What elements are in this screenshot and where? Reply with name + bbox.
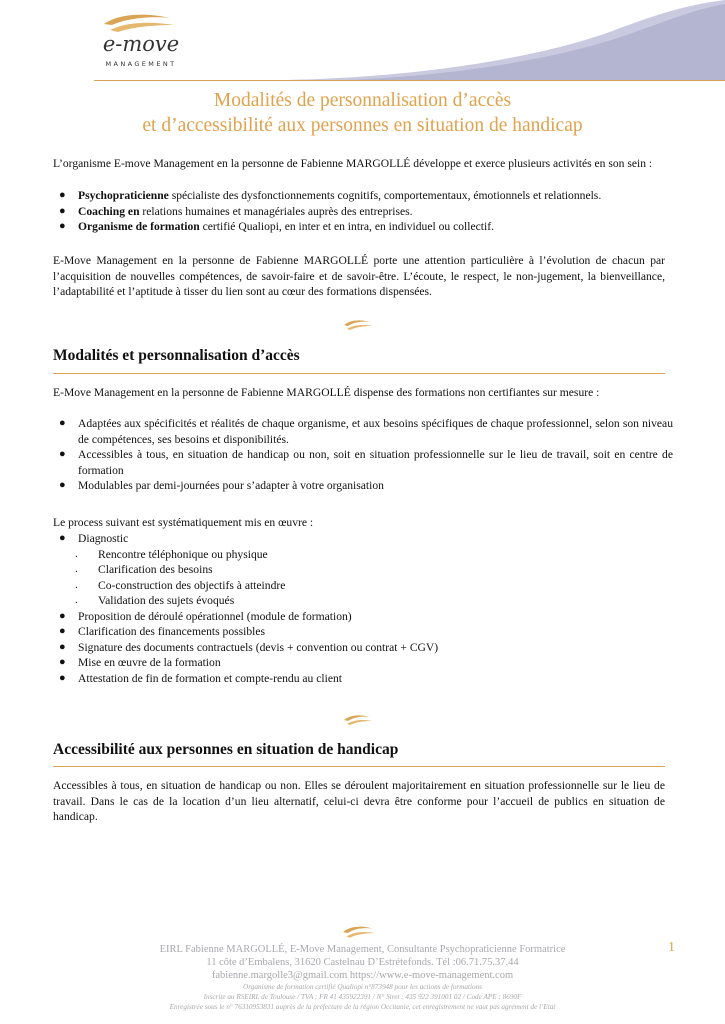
activity-description: relations humaines et managériales auprès des entreprises. (139, 204, 413, 218)
footer-company: EIRL Fabienne MARGOLLÉ, E-Move Management, Consultante Psychopraticienne Formatrice (159, 944, 566, 955)
process-list (53, 531, 673, 686)
bullet-icon: ● (59, 479, 66, 491)
section-divider (53, 766, 665, 767)
list-item (53, 219, 673, 235)
footer-certification: Organisme de formation certifié Qualiopi n°873948 pour les actions de formations (243, 983, 482, 991)
sub-bullet-icon: . (75, 594, 78, 606)
sub-list-item (53, 578, 673, 594)
list-item-text: Modulables par demi-journées pour s’adapter à votre organisation (78, 479, 384, 492)
footer-contact: fabienne.margolle3@gmail.com https://www.e-move-management.com (211, 970, 514, 981)
sub-bullet-icon: . (75, 547, 78, 560)
footer-address: 11 côte d’Embalens, 31620 Castelnau D’Estrétefonds. Tél :06.71.75.37.44 (206, 957, 519, 968)
footer-swirl-icon (340, 924, 378, 940)
list-item-text: Signature des documents contractuels (devis + convention ou contrat + CGV) (78, 640, 439, 654)
list-item (53, 416, 673, 447)
activities-list (53, 188, 673, 235)
accessibility-paragraph: Accessibles à tous, en situation de handicap ou non. Elles se déroulent majoritairement en situation professionnelle sur le lieu de travail. Dans le cas de la location d’un lieu alternatif, celui-ci devra être conforme pour l’accueil de publics en situation de handicap. (53, 779, 665, 823)
page-number: 1 (668, 940, 675, 955)
section-title-accessibility: Accessibilité aux personnes en situation de handicap (53, 741, 399, 758)
logo-wordmark: e-move (102, 32, 180, 56)
footer-prefecture: Enregistrée sous le n° 76310953831 auprès de la préfecture de la région Occitanie, cet enregistrement ne vaut pas agrément de l’Etat (169, 1003, 556, 1011)
process-intro: Le process suivant est systématiquement mis en œuvre : (53, 516, 314, 529)
page-title-line-1: Modalités de personnalisation d’accès (213, 90, 512, 111)
footer-registration: Inscrite au RSEIRL de Toulouse / TVA : FR 41 435922391 / N° Siret : 435 922 391001 02 / Code APE : 8690F (203, 993, 522, 1001)
list-item (53, 531, 673, 609)
section-title-access: Modalités et personnalisation d’accès (53, 347, 300, 364)
diagnostic-sub-list (75, 547, 673, 609)
golden-swirl-icon (342, 713, 374, 727)
activity-title: Psychopraticienne (78, 189, 169, 202)
sub-bullet-icon: . (75, 578, 78, 591)
golden-swirl-icon (342, 318, 374, 332)
sub-list-item (53, 547, 673, 563)
bullet-icon: ● (59, 204, 66, 217)
bullet-icon: ● (59, 625, 66, 637)
list-item-text: Diagnostic (78, 532, 129, 545)
access-intro: E-Move Management en la personne de Fabienne MARGOLLÉ dispense des formations non certifiantes sur mesure : (53, 386, 600, 399)
logo-subtitle: MANAGEMENT (105, 60, 177, 68)
sub-list-item-text: Clarification des besoins (98, 563, 213, 576)
sub-list-item (53, 562, 673, 578)
header-swoosh-decoration (285, 0, 725, 80)
list-item-text: Proposition de déroulé opérationnel (module de formation) (78, 609, 352, 623)
list-item-text: Adaptées aux spécificités et réalités de chaque organisme, et aux besoins spécifiques de chaque professionnel, selon son niveau de compétences, ses besoins et disponibilités. (78, 417, 673, 446)
list-item-text: Clarification des financements possibles (78, 625, 266, 638)
list-item-text: Accessibles à tous, en situation de handicap ou non, soit en situation professionnelle sur le lieu de travail, soit en centre de formation (78, 448, 673, 477)
list-item (53, 204, 673, 220)
bullet-icon: ● (59, 532, 66, 544)
activity-title: Organisme de formation (78, 220, 200, 233)
list-item (53, 478, 673, 494)
bullet-icon: ● (59, 656, 66, 668)
logo (96, 10, 186, 72)
activity-title: Coaching en (78, 204, 140, 218)
bullet-icon: ● (59, 640, 66, 653)
activity-description: certifié Qualiopi, en inter et en intra, en individuel ou collectif. (199, 220, 494, 233)
access-features-list (53, 416, 673, 494)
list-item (53, 447, 673, 478)
header-divider (94, 80, 725, 81)
activity-description: spécialiste des dysfonctionnements cognitifs, comportementaux, émotionnels et relationnels. (168, 189, 602, 202)
bullet-icon: ● (59, 448, 66, 460)
list-item-text: Attestation de fin de formation et compte-rendu au client (78, 671, 342, 685)
list-item (53, 188, 673, 204)
bullet-icon: ● (59, 417, 66, 429)
sub-list-item-text: Co-construction des objectifs à atteindre (98, 578, 286, 592)
bullet-icon: ● (59, 220, 66, 232)
list-item (53, 624, 673, 640)
list-item (53, 640, 673, 656)
list-item-text: Mise en œuvre de la formation (78, 656, 221, 669)
bullet-icon: ● (59, 189, 66, 201)
sub-list-item-text: Validation des sujets évoqués (98, 594, 235, 607)
sub-list-item-text: Rencontre téléphonique ou physique (98, 547, 268, 561)
list-item (53, 671, 673, 687)
list-item (53, 655, 673, 671)
mission-paragraph: E-Move Management en la personne de Fabienne MARGOLLÉ porte une attention particulière à l’évolution de chacun par l’acquisition de nouvelles compétences, de savoir-faire et de savoir-être. L’écoute, le respect, le non-jugement, la bienveillance, l’adaptabilité et l’aptitude à tisser du lien sont au cœur des formations dispensées. (53, 254, 665, 298)
intro-paragraph: L’organisme E-move Management en la personne de Fabienne MARGOLLÉ développe et exerce plusieurs activités en son sein : (53, 157, 653, 170)
bullet-icon: ● (59, 671, 66, 684)
page-title-line-2: et d’accessibilité aux personnes en situation de handicap (142, 115, 583, 136)
list-item (53, 609, 673, 625)
section-divider (53, 373, 665, 374)
sub-bullet-icon: . (75, 563, 78, 575)
sub-list-item (53, 593, 673, 609)
bullet-icon: ● (59, 609, 66, 622)
